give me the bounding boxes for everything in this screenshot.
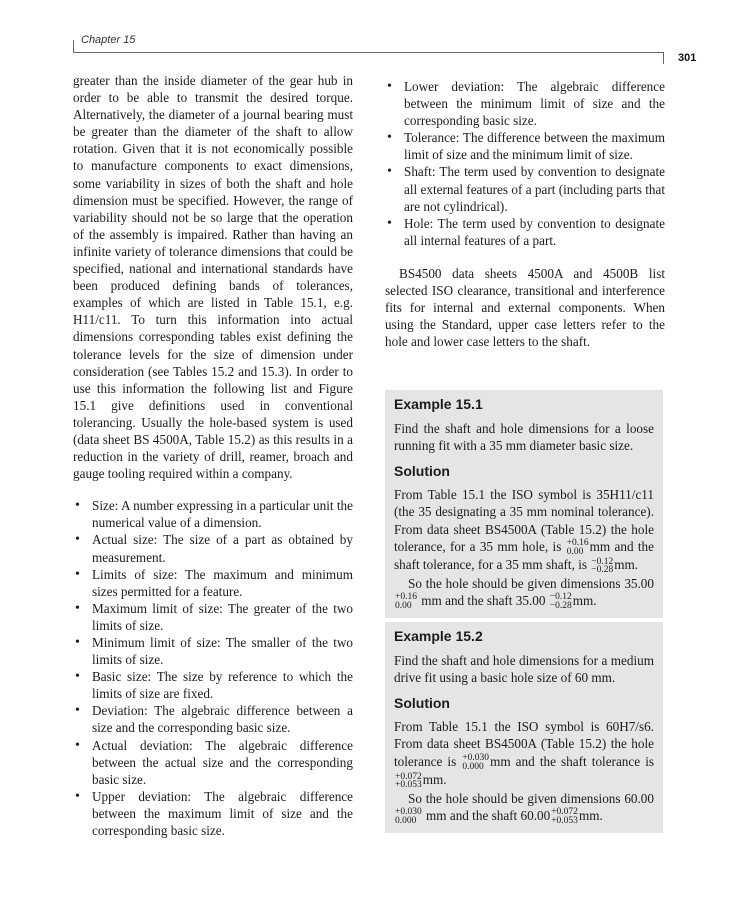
body-paragraph: greater than the inside diameter of the gear hub in order to be able to transmit the desired torque. Alternatively, the diameter of a journal bearing must be greater than the diameter of the shaft to allow rotation. Given that it is not economically possible to manufacture components to exact dimensions, some variability in sizes of both the shaft and hole dimension must be specified. However, the range of variability should not be so large that the operation of the assembly is impaired. Rather than having an infinite variety of tolerance dimensions that could be specified, national and international standards have been produced defining bands of tolerances, examples of which are listed in Table 15.1, e.g. H11/c11. To turn this information into actual dimensions corresponding tables exist defining the tolerance levels for the size of dimension under consideration (see Tables 15.2 and 15.3). In order to use this information the following list and Figure 15.1 give definitions used in conventional tolerancing. Usually the hole-based system is used (data sheet BS 4500A, Table 15.2) as this results in a reduction in the variety of drill, reamer, broach and gauge tooling required within a company. xyxy=(73,73,353,482)
hole-tolerance: +0.030 0.000 xyxy=(395,807,422,826)
list-item: • Actual size: The size of a part as obtained by measurement. xyxy=(73,531,353,565)
page-number: 301 xyxy=(678,52,697,64)
list-item: • Minimum limit of size: The smaller of the two limits of size. xyxy=(73,634,353,668)
hole-tolerance: +0.16 0.00 xyxy=(566,538,589,557)
hole-tolerance: +0.030 0.000 xyxy=(462,753,490,772)
header-rule-right xyxy=(663,52,664,64)
definition-list-continued xyxy=(385,78,665,249)
example-box-15-1 xyxy=(385,390,663,618)
header-rule xyxy=(73,52,664,53)
shaft-tolerance: +0.072 +0.053 xyxy=(395,771,422,790)
solution-conclusion: So the hole should be given dimensions 35.00 +0.16 0.00 mm and the shaft 35.00 −0.12 −0.28 mm. xyxy=(395,575,654,611)
list-item: • Lower deviation: The algebraic difference between the minimum limit of size and the corresponding basic size. xyxy=(385,78,665,129)
right-column xyxy=(385,78,665,350)
solution-heading: Solution xyxy=(394,463,450,480)
hole-tolerance: +0.16 0.00 xyxy=(395,592,417,611)
left-column xyxy=(73,72,353,839)
list-item: • Size: A number expressing in a particular unit the numerical value of a dimension. xyxy=(73,497,353,531)
list-item: • Basic size: The size by reference to which the limits of size are fixed. xyxy=(73,668,353,702)
list-item: • Maximum limit of size: The greater of the two limits of size. xyxy=(73,600,353,634)
list-item: • Actual deviation: The algebraic difference between the actual size and the corresponding basic size. xyxy=(73,737,353,788)
shaft-tolerance: −0.12 −0.28 xyxy=(549,592,572,611)
solution-text: From Table 15.1 the ISO symbol is 60H7/s6. From data sheet BS4500A (Table 15.2) the hole tolerance is +0.030 0.000 mm and the shaft tolerance is +0.072 +0.053 mm. xyxy=(394,719,654,790)
definition-list xyxy=(73,497,353,839)
solution-text: From Table 15.1 the ISO symbol is 35H11/c11 (the 35 designating a 35 mm nominal tolerance). From data sheet BS4500A (Table 15.2) the hole tolerance, for a 35 mm hole, is +0.16 0.00 mm and the shaft tolerance, for a 35 mm shaft, is −0.12 −0.28 mm. xyxy=(394,487,655,576)
chapter-label: Chapter 15 xyxy=(81,34,136,46)
list-item: • Shaft: The term used by convention to designate all external features of a part (including parts that are not cylindrical). xyxy=(385,163,665,214)
list-item: • Hole: The term used by convention to designate all internal features of a part. xyxy=(385,215,665,249)
shaft-tolerance: −0.12 −0.28 xyxy=(591,556,614,576)
shaft-tolerance: +0.072 +0.053 xyxy=(551,807,578,826)
body-paragraph: BS4500 data sheets 4500A and 4500B list selected ISO clearance, transitional and interference fits for internal and external components. When using the Standard, upper case letters refer to the hole and lower case letters to the shaft. xyxy=(385,265,665,350)
solution-heading: Solution xyxy=(394,695,450,712)
example-title: Example 15.1 xyxy=(394,396,483,412)
running-header xyxy=(73,33,671,63)
header-rule-left xyxy=(73,40,74,52)
list-item: • Limits of size: The maximum and minimum sizes permitted for a feature. xyxy=(73,566,353,600)
list-item: • Tolerance: The difference between the maximum limit of size and the minimum limit of size. xyxy=(385,129,665,163)
list-item: • Upper deviation: The algebraic difference between the maximum limit of size and the corresponding basic size. xyxy=(73,788,353,839)
example-title: Example 15.2 xyxy=(394,628,483,644)
solution-conclusion: So the hole should be given dimensions 60.00 +0.030 0.000 mm and the shaft 60.00 +0.072 +0.053 mm. xyxy=(395,790,654,826)
example-box-15-2 xyxy=(385,622,663,833)
example-problem: Find the shaft and hole dimensions for a medium drive fit using a basic hole size of 60 mm. xyxy=(394,653,654,686)
list-item: • Deviation: The algebraic difference between a size and the corresponding basic size. xyxy=(73,702,353,736)
example-problem: Find the shaft and hole dimensions for a loose running fit with a 35 mm diameter basic size. xyxy=(394,421,654,454)
